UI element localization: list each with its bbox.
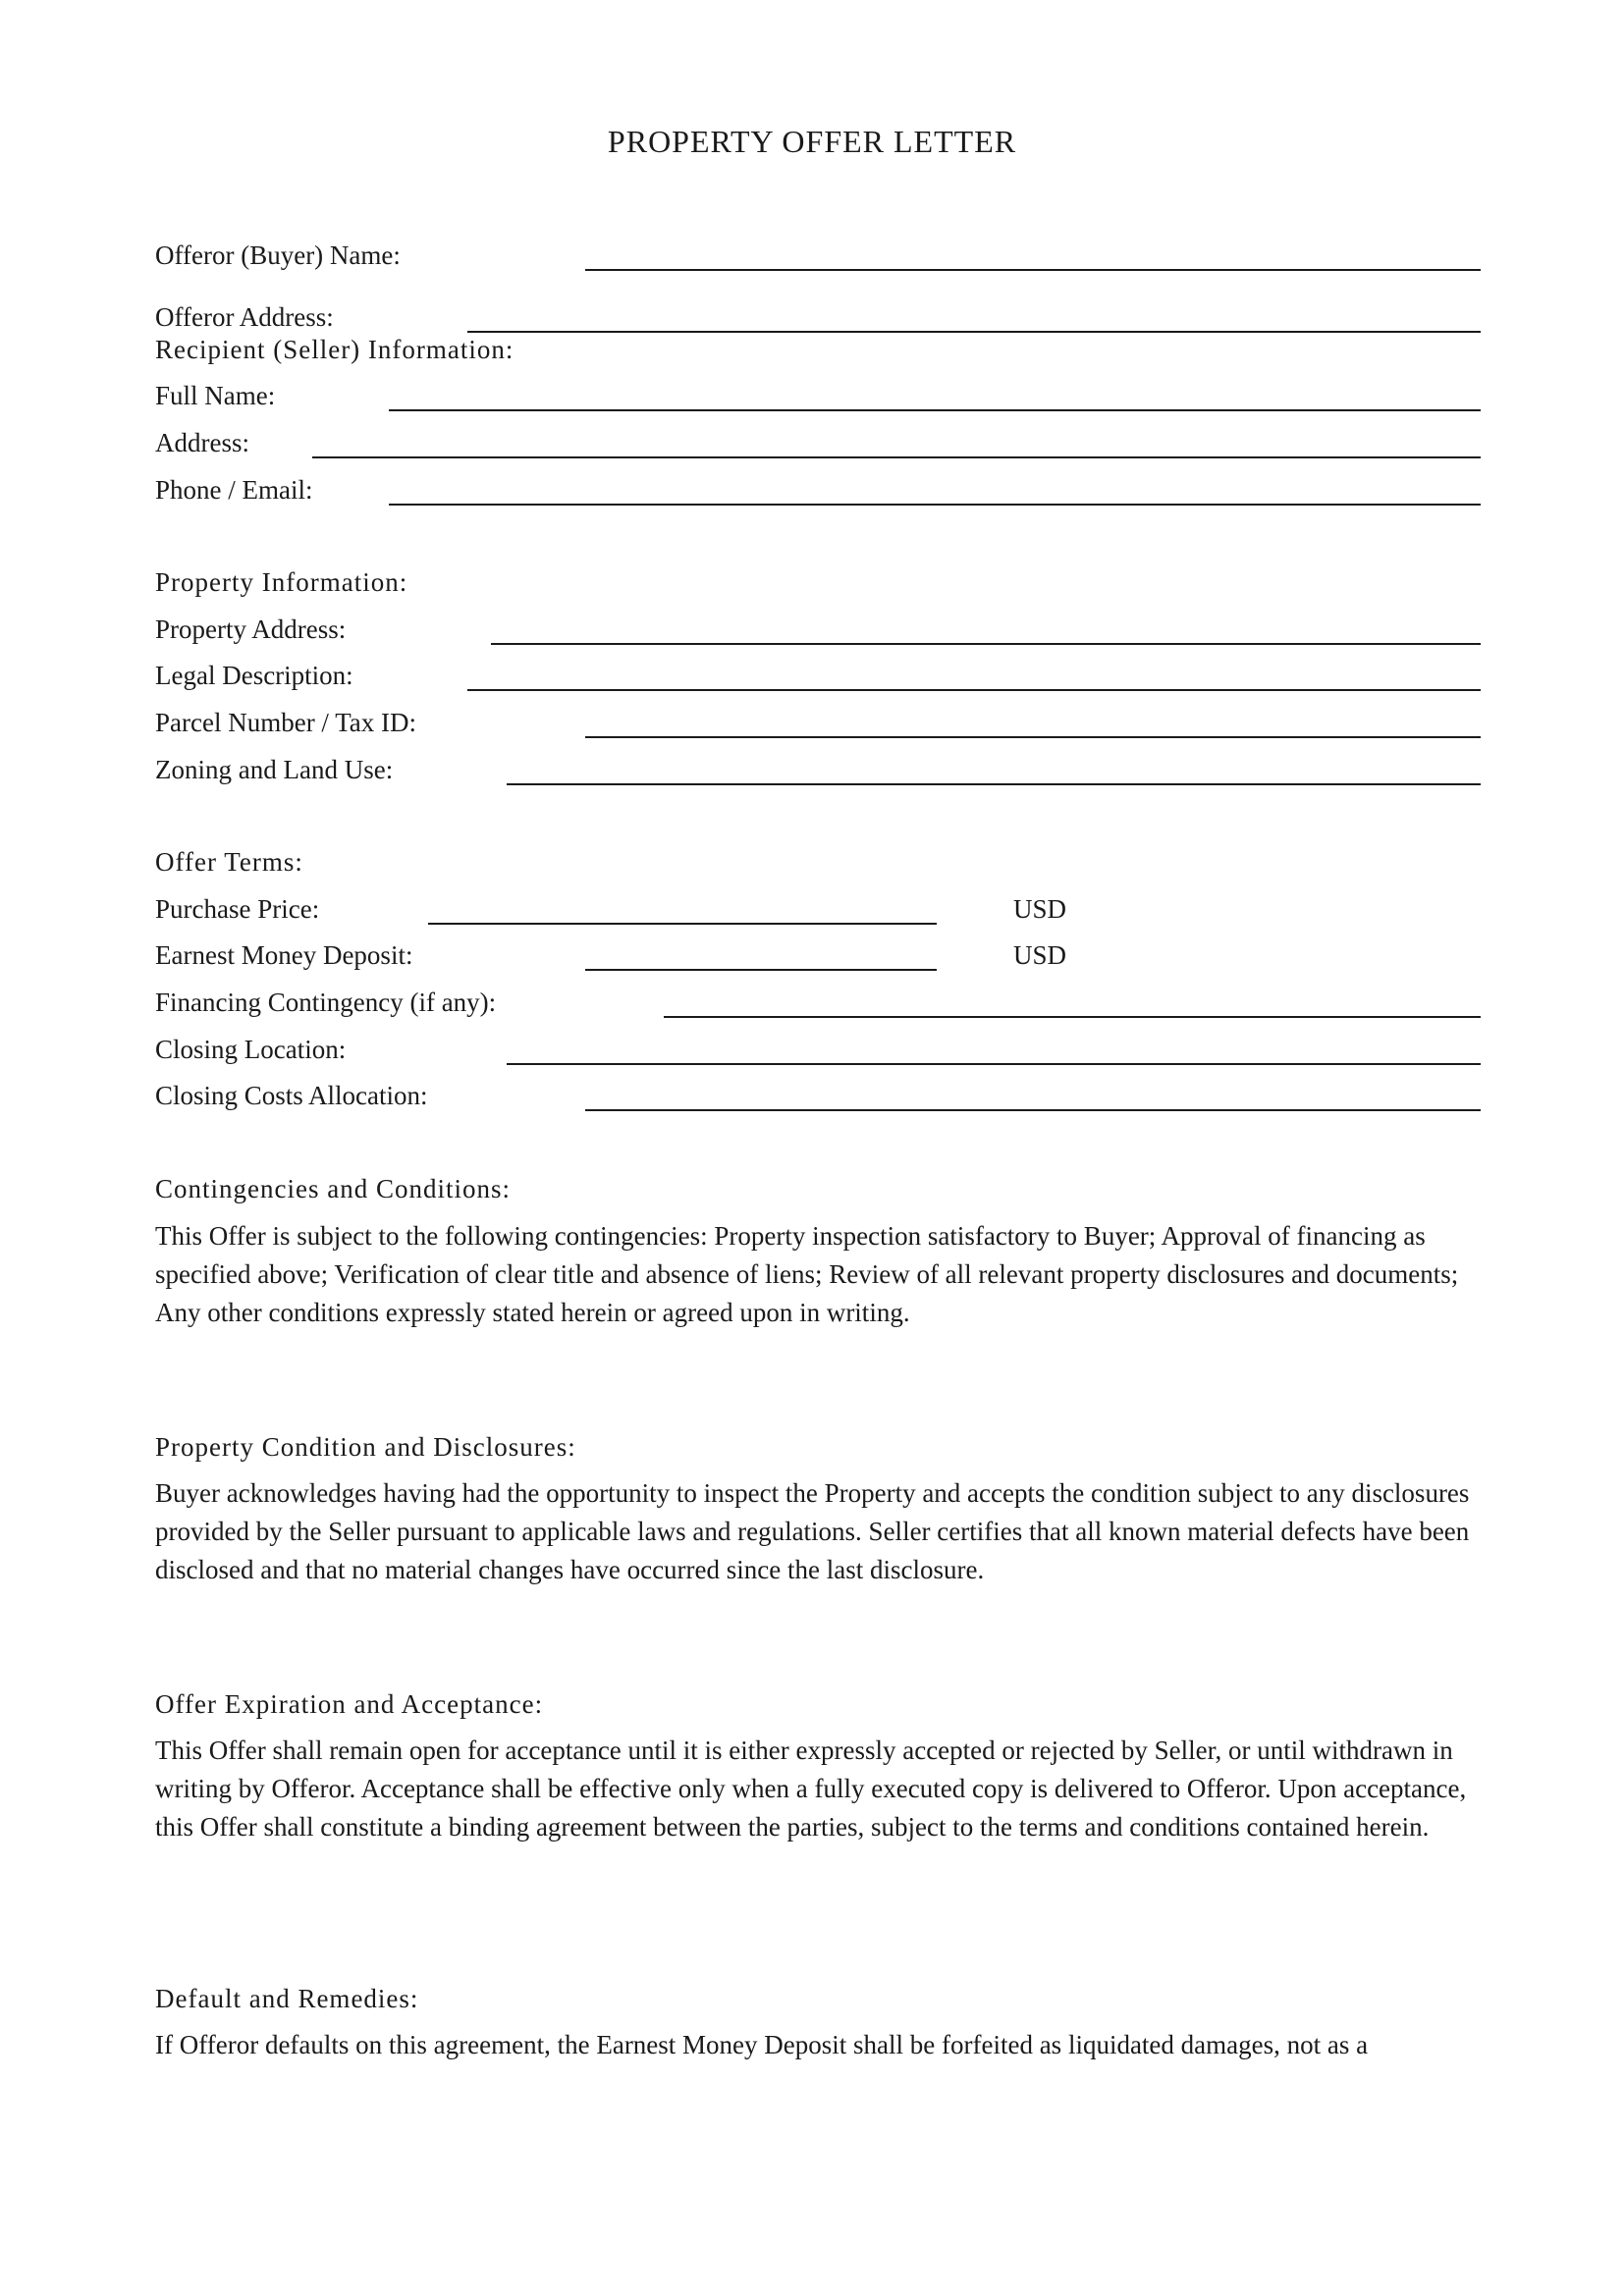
default-heading: Default and Remedies: xyxy=(155,1984,419,2013)
property-address-field[interactable] xyxy=(491,643,1481,645)
closing-costs-field[interactable] xyxy=(585,1109,1481,1111)
offeror-name-label: Offeror (Buyer) Name: xyxy=(155,240,401,270)
purchase-price-currency: USD xyxy=(1013,894,1067,924)
offeror-address-field[interactable] xyxy=(467,331,1481,333)
financing-contingency-field[interactable] xyxy=(664,1016,1481,1018)
zoning-field[interactable] xyxy=(507,783,1481,785)
closing-location-field[interactable] xyxy=(507,1063,1481,1065)
offeror-address-label: Offeror Address: xyxy=(155,302,334,332)
recipient-address-label: Address: xyxy=(155,428,249,457)
legal-description-label: Legal Description: xyxy=(155,661,353,690)
recipient-heading: Recipient (Seller) Information: xyxy=(155,335,514,364)
parcel-number-field[interactable] xyxy=(585,736,1481,738)
financing-contingency-label: Financing Contingency (if any): xyxy=(155,988,497,1017)
earnest-deposit-field[interactable] xyxy=(585,969,937,971)
expiration-paragraph: This Offer shall remain open for acceptance until it is either expressly accepted or rejected by Seller, or until withdrawn in writing by Offeror. Acceptance shall be effective only when a fully executed copy is delivered to Offeror. Upon acceptance, this Offer shall constitute a binding agreement between the parties, subject to the terms and conditions contained herein. xyxy=(155,1735,1467,1842)
earnest-deposit-label: Earnest Money Deposit: xyxy=(155,940,413,970)
default-paragraph: If Offeror defaults on this agreement, the Earnest Money Deposit shall be forfeited as liquidated damages, not as a xyxy=(155,2030,1369,2059)
purchase-price-label: Purchase Price: xyxy=(155,894,320,924)
zoning-label: Zoning and Land Use: xyxy=(155,755,394,784)
recipient-full-name-field[interactable] xyxy=(389,409,1481,411)
recipient-contact-field[interactable] xyxy=(389,504,1481,506)
recipient-full-name-label: Full Name: xyxy=(155,381,276,410)
contingencies-heading: Contingencies and Conditions: xyxy=(155,1174,511,1203)
disclosures-paragraph: Buyer acknowledges having had the opportunity to inspect the Property and accepts the condition subject to any disclosures provided by the Seller pursuant to applicable laws and regulations. Seller certifies that all known material defects have been disclosed and that no material changes have occurred since the last disclosure. xyxy=(155,1478,1470,1584)
earnest-deposit-currency: USD xyxy=(1013,940,1067,970)
expiration-heading: Offer Expiration and Acceptance: xyxy=(155,1689,544,1719)
closing-location-label: Closing Location: xyxy=(155,1035,347,1064)
legal-description-field[interactable] xyxy=(467,689,1481,691)
offeror-name-field[interactable] xyxy=(585,269,1481,271)
closing-costs-label: Closing Costs Allocation: xyxy=(155,1081,428,1110)
contingencies-paragraph: This Offer is subject to the following contingencies: Property inspection satisfactory to Buyer; Approval of financing as specified above; Verification of clear title and absence of liens; Review of all relevant property disclosures and documents; Any other conditions expressly stated herein or agreed upon in writing. xyxy=(155,1221,1459,1327)
recipient-address-field[interactable] xyxy=(312,456,1481,458)
property-heading: Property Information: xyxy=(155,567,408,597)
recipient-contact-label: Phone / Email: xyxy=(155,475,313,505)
parcel-number-label: Parcel Number / Tax ID: xyxy=(155,708,417,737)
purchase-price-field[interactable] xyxy=(428,923,937,925)
property-address-label: Property Address: xyxy=(155,614,347,644)
disclosures-heading: Property Condition and Disclosures: xyxy=(155,1432,576,1462)
offer-terms-heading: Offer Terms: xyxy=(155,847,303,877)
document-title: PROPERTY OFFER LETTER xyxy=(607,124,1017,159)
